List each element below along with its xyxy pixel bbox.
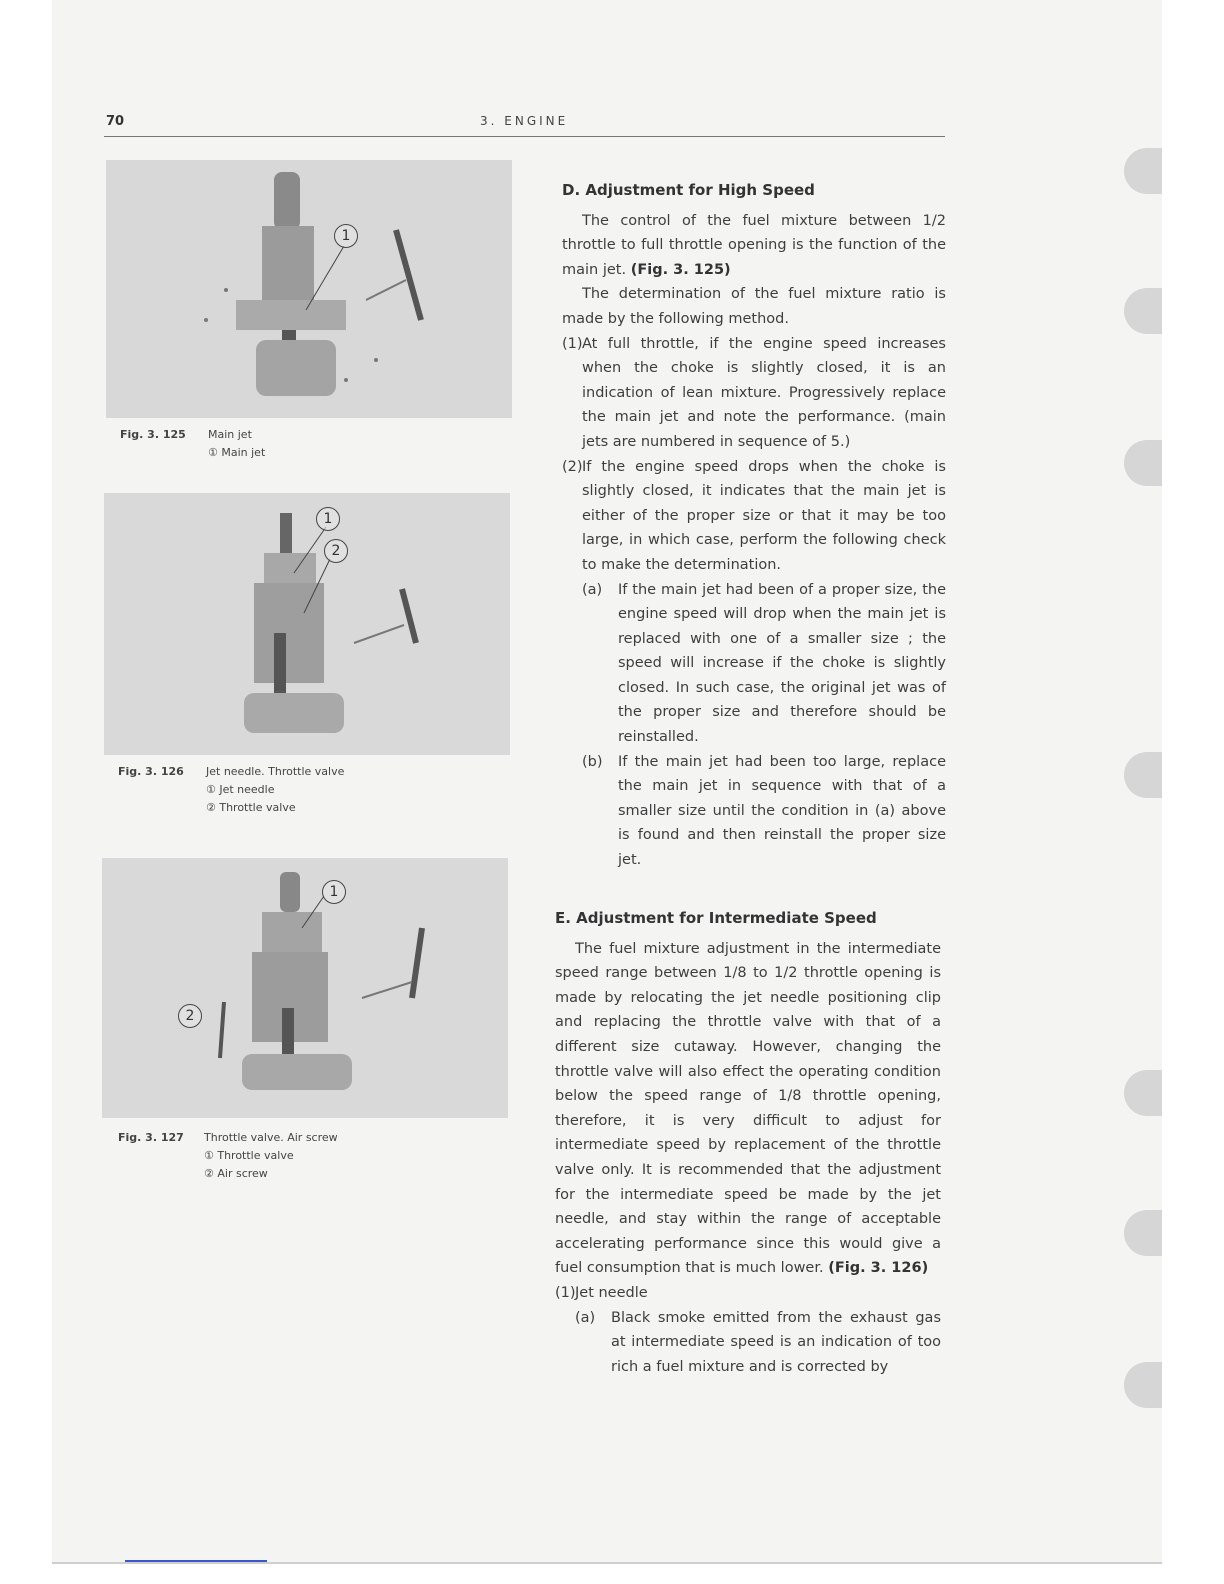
- section-heading: D. Adjustment for High Speed: [562, 181, 815, 199]
- link-underline: [125, 1560, 267, 1562]
- figure-item: ② Air screw: [204, 1167, 268, 1180]
- list-text: Jet needle: [575, 1284, 648, 1301]
- list-item: [555, 1281, 941, 1306]
- figure-caption: [204, 1129, 338, 1183]
- callout-2: 2: [178, 1004, 202, 1028]
- list-number: (a): [582, 581, 603, 598]
- figure-caption: [206, 763, 344, 817]
- carburetor-photo-throttle-valve: [102, 858, 508, 1118]
- figure-label: Fig. 3. 127: [118, 1131, 184, 1144]
- carburetor-photo-jet-needle: [104, 493, 510, 755]
- callout-2: 2: [324, 539, 348, 563]
- figure-caption: [208, 426, 265, 462]
- binder-hole: [1124, 1362, 1162, 1408]
- figure-title: Throttle valve. Air screw: [204, 1131, 338, 1144]
- list-text: At full throttle, if the engine speed increases when the choke is slightly closed, it is an indication of lean mixture. Progressively replace the main jet and note the performance. (main jets are numbered in sequence of 5.): [582, 335, 946, 450]
- section-high-speed: [562, 178, 946, 873]
- paragraph: [562, 209, 946, 283]
- paragraph: The determination of the fuel mixture ratio is made by the following method.: [562, 286, 946, 327]
- figure-title: Main jet: [208, 428, 252, 441]
- list-item: [562, 455, 946, 578]
- page-bottom-edge: [52, 1562, 1162, 1564]
- list-number: (2): [562, 458, 583, 475]
- sub-list-item: [562, 750, 946, 873]
- figure-label: Fig. 3. 125: [120, 428, 186, 441]
- sub-list-item: [562, 578, 946, 750]
- list-number: (1): [562, 335, 583, 352]
- figure-reference: (Fig. 3. 126): [828, 1260, 929, 1277]
- list-text: If the main jet had been too large, replace the main jet in sequence with that of a smaller size until the condition in (a) above is found and then reinstall the proper size jet.: [618, 753, 946, 869]
- list-text: Black smoke emitted from the exhaust gas at intermediate speed is an indication of too rich a fuel mixture and is corrected by: [611, 1309, 941, 1375]
- section-intermediate-speed: [555, 906, 941, 1379]
- callout-1: 1: [334, 224, 358, 248]
- list-item: [562, 332, 946, 455]
- figure-item: ① Jet needle: [206, 783, 275, 796]
- callout-1: 1: [322, 880, 346, 904]
- figure-item: ① Main jet: [208, 446, 266, 459]
- page-number: 70: [106, 114, 125, 129]
- binder-hole: [1124, 440, 1162, 486]
- figure-title: Jet needle. Throttle valve: [206, 765, 345, 778]
- section-heading: E. Adjustment for Intermediate Speed: [555, 909, 877, 927]
- figure-item: ② Throttle valve: [206, 801, 296, 814]
- chapter-title: 3. ENGINE: [480, 114, 569, 128]
- list-number: (1): [555, 1284, 576, 1301]
- list-number: (a): [575, 1309, 596, 1326]
- paragraph-text: The control of the fuel mixture between 1/2 throttle to full throttle opening is the function of the main jet.: [562, 212, 946, 278]
- list-number: (b): [582, 753, 603, 770]
- binder-hole: [1124, 1210, 1162, 1256]
- figure-item: ① Throttle valve: [204, 1149, 294, 1162]
- list-text: If the engine speed drops when the choke is slightly closed, it indicates that the main jet is either of the proper size or that it may be too large, in which case, perform the following check to make the determination.: [582, 458, 946, 573]
- paragraph-text: The fuel mixture adjustment in the intermediate speed range between 1/8 to 1/2 throttle opening is made by relocating the jet needle positioning clip and replacing the throttle valve with that of a different size cutaway. However, changing the throttle valve will also effect the operating condition below the speed range of 1/8 throttle opening, therefore, it is very difficult to adjust for intermediate speed by replacement of the throttle valve only. It is recommended that the adjustment for the intermediate speed be made by the jet needle, and stay within the range of acceptable accelerating performance since this would give a fuel consumption that is much lower.: [555, 940, 941, 1277]
- carburetor-photo-main-jet: [106, 160, 512, 418]
- binder-hole: [1124, 288, 1162, 334]
- figure-reference: (Fig. 3. 125): [630, 261, 731, 278]
- paragraph: [555, 937, 941, 1281]
- header-rule: [104, 136, 945, 137]
- list-text: If the main jet had been of a proper size, the engine speed will drop when the main jet is replaced with one of a smaller size ; the speed will increase if the choke is slightly closed. In such case, the original jet was of the proper size and therefore should be reinstalled.: [618, 581, 946, 746]
- binder-hole: [1124, 148, 1162, 194]
- figure-label: Fig. 3. 126: [118, 765, 184, 778]
- binder-hole: [1124, 1070, 1162, 1116]
- callout-1: 1: [316, 507, 340, 531]
- binder-hole: [1124, 752, 1162, 798]
- sub-list-item: [555, 1306, 941, 1380]
